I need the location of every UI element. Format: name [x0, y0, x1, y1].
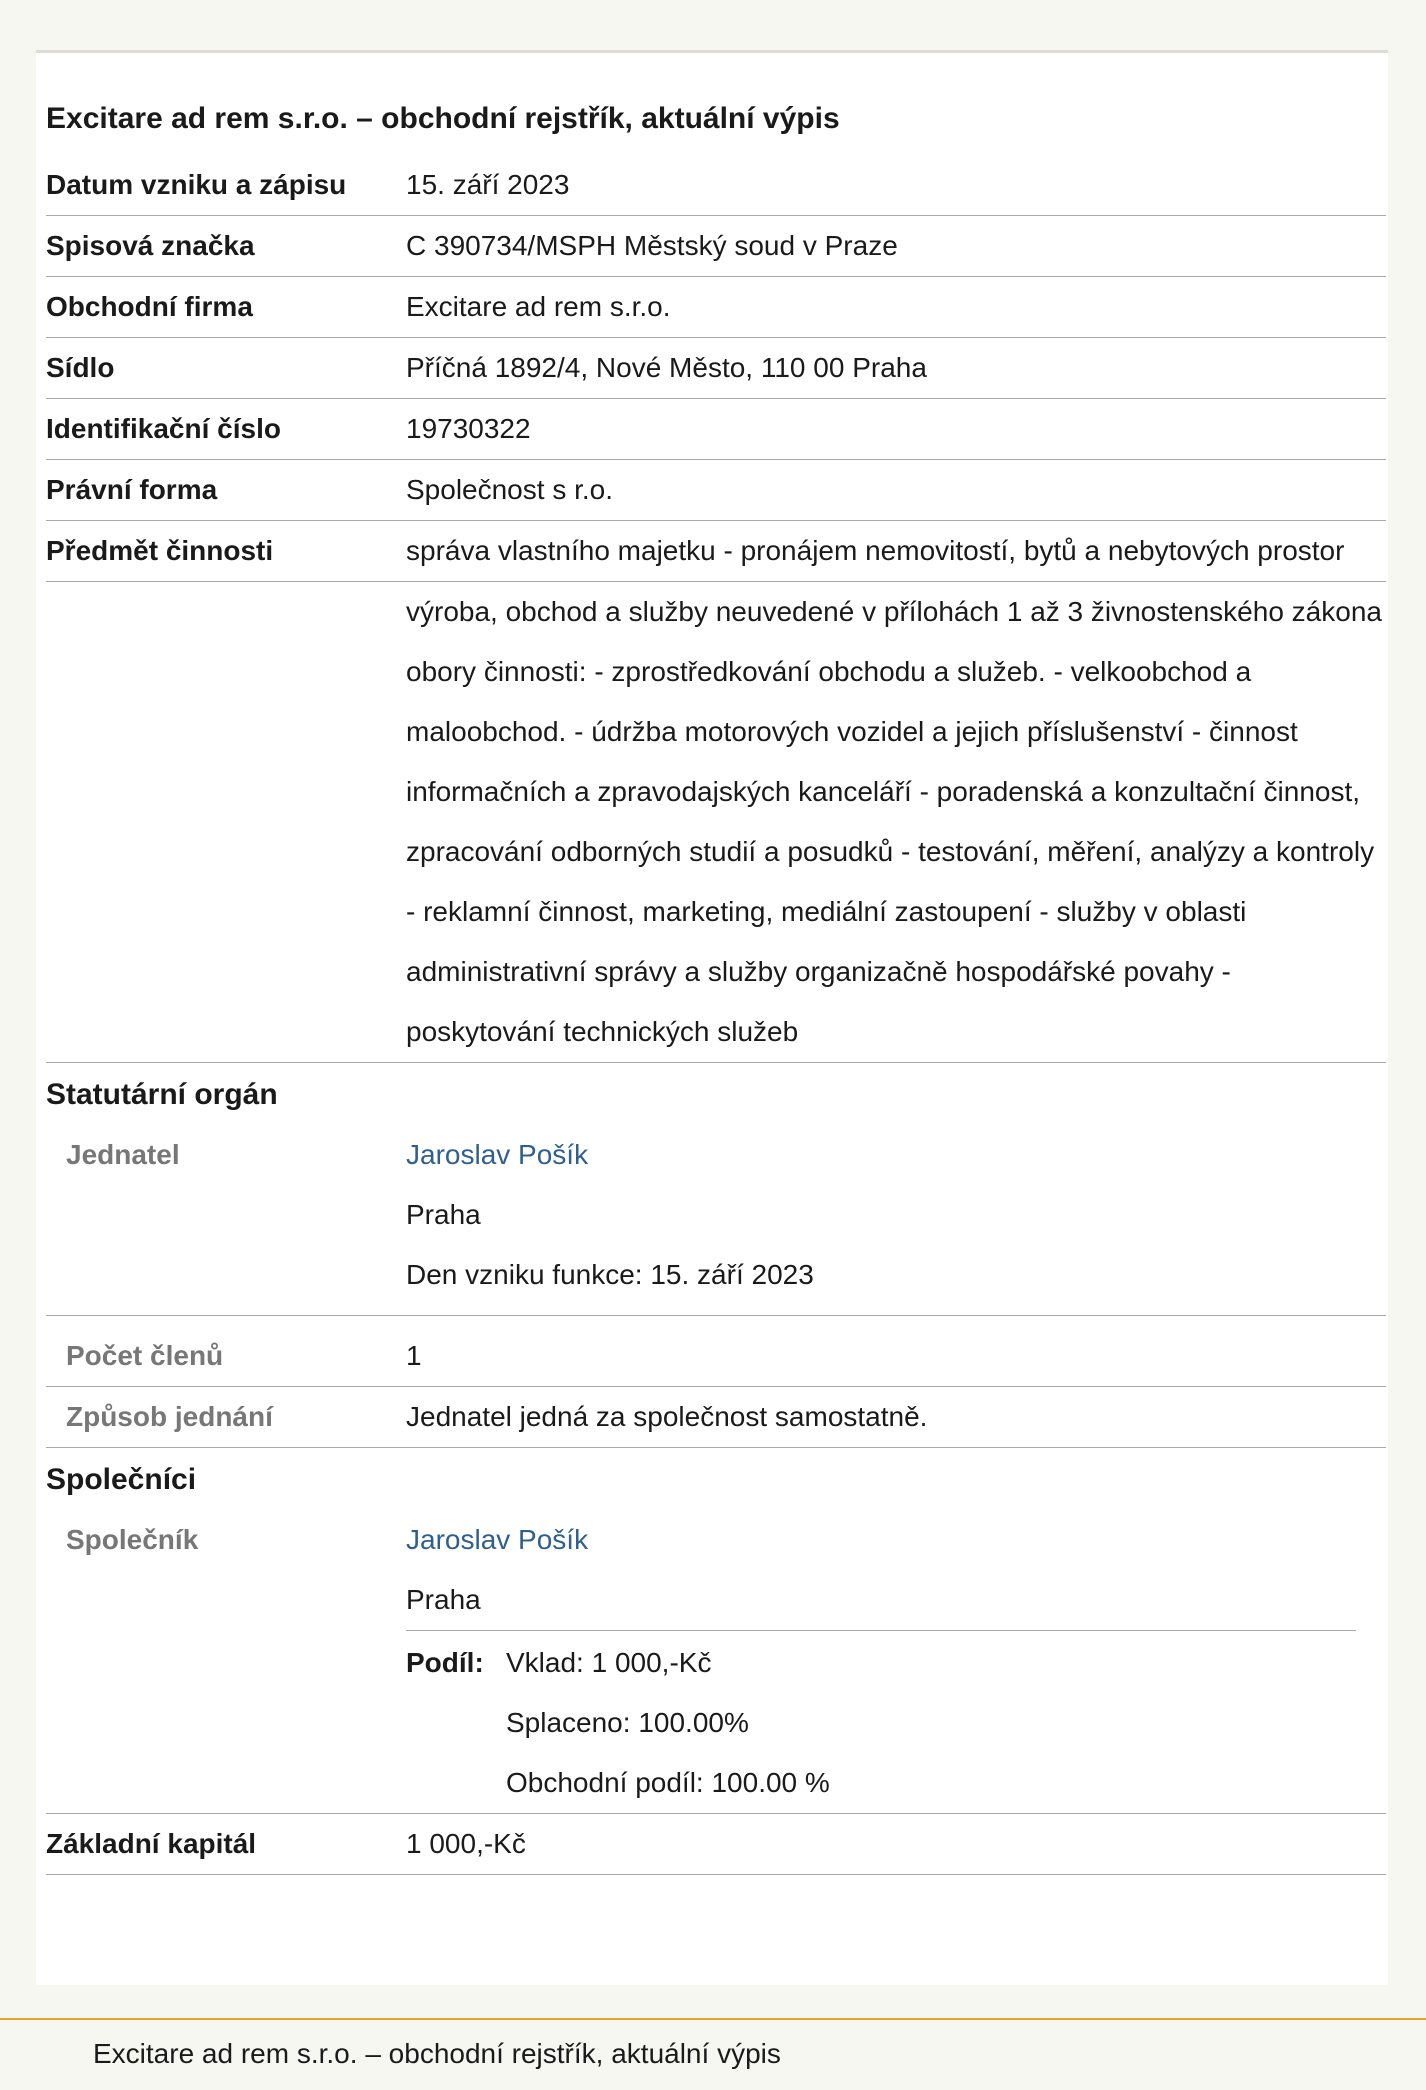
splaceno-value: Splaceno: 100.00%: [506, 1707, 749, 1738]
podil-label: Podíl:: [406, 1647, 484, 1678]
spisova-znacka-label: Spisová značka: [46, 216, 406, 277]
jednatel-label: Jednatel: [46, 1125, 406, 1316]
jednatel-since: Den vzniku funkce: 15. září 2023: [406, 1259, 814, 1290]
podil-block: [406, 1630, 1356, 1813]
spolecnik-city: Praha: [406, 1584, 481, 1615]
jednatel-value: [406, 1125, 1386, 1316]
spisova-znacka-value: C 390734/MSPH Městský soud v Praze: [406, 216, 1386, 277]
spolecnik-name-link[interactable]: Jaroslav Pošík: [406, 1524, 589, 1555]
zpusob-jednani-label: Způsob jednání: [46, 1387, 406, 1448]
footer-title: Excitare ad rem s.r.o. – obchodní rejstřík, aktuální výpis: [93, 2038, 781, 2069]
pravni-forma-label: Právní forma: [46, 460, 406, 521]
spolecnik-value: [406, 1510, 1386, 1814]
jednatel-name-link[interactable]: Jaroslav Pošík: [406, 1139, 589, 1170]
row-ico: [46, 399, 1386, 460]
section-statutarni-organ: [46, 1063, 1386, 1126]
predmet-cinnosti-value-2: výroba, obchod a služby neuvedené v přílohách 1 až 3 živnostenského zákona obory činnosti: - zprostředkování obchodu a služeb. - velkoobchod a maloobchod. - údržba motorových vozidel a jejich příslušenství - činnost informačních a zpravodajských kanceláří - poradenská a konzultační činnost, zpracování odborných studií a posudků - testování, měření, analýzy a kontroly - reklamní činnost, marketing, mediální zastoupení - služby v oblasti administrativní správy a služby organizačně hospodářské povahy - poskytování technických služeb: [406, 582, 1386, 1063]
datum-vzniku-label: Datum vzniku a zápisu: [46, 155, 406, 216]
podil-details: [506, 1633, 830, 1813]
row-datum-vzniku: [46, 155, 1386, 216]
row-spisova-znacka: [46, 216, 1386, 277]
empty-label: [46, 582, 406, 1063]
row-spolecnik: [46, 1510, 1386, 1814]
row-sidlo: [46, 338, 1386, 399]
zakladni-kapital-value: 1 000,-Kč: [406, 1814, 1386, 1875]
sidlo-label: Sídlo: [46, 338, 406, 399]
section-spolecnici: [46, 1448, 1386, 1511]
obchodni-firma-label: Obchodní firma: [46, 277, 406, 338]
spolecnici-heading: Společníci: [46, 1463, 197, 1496]
pocet-clenu-label: Počet členů: [46, 1316, 406, 1387]
row-zpusob-jednani: [46, 1387, 1386, 1448]
predmet-cinnosti-value-1: správa vlastního majetku - pronájem nemovitostí, bytů a nebytových prostor: [406, 521, 1386, 582]
statutarni-organ-heading: Statutární orgán: [46, 1078, 278, 1111]
zpusob-jednani-value: Jednatel jedná za společnost samostatně.: [406, 1387, 1386, 1448]
jednatel-city: Praha: [406, 1199, 481, 1230]
footer-divider: [0, 2018, 1426, 2020]
row-predmet-cinnosti: [46, 521, 1386, 582]
row-jednatel: [46, 1125, 1386, 1316]
pravni-forma-value: Společnost s r.o.: [406, 460, 1386, 521]
obchodni-firma-value: Excitare ad rem s.r.o.: [406, 277, 1386, 338]
datum-vzniku-value: 15. září 2023: [406, 155, 1386, 216]
predmet-cinnosti-label: Předmět činnosti: [46, 521, 406, 582]
spolecnik-label: Společník: [46, 1510, 406, 1814]
document-title: Excitare ad rem s.r.o. – obchodní rejstřík, aktuální výpis: [46, 102, 840, 135]
registry-card: [36, 50, 1388, 1985]
registry-table: [46, 155, 1386, 1875]
row-predmet-cinnosti-2: [46, 582, 1386, 1063]
ico-label: Identifikační číslo: [46, 399, 406, 460]
row-pravni-forma: [46, 460, 1386, 521]
row-pocet-clenu: [46, 1316, 1386, 1387]
zakladni-kapital-label: Základní kapitál: [46, 1814, 406, 1875]
obchodni-podil-value: Obchodní podíl: 100.00 %: [506, 1767, 830, 1798]
ico-value: 19730322: [406, 399, 1386, 460]
pocet-clenu-value: 1: [406, 1316, 1386, 1387]
row-obchodni-firma: [46, 277, 1386, 338]
sidlo-value: Příčná 1892/4, Nové Město, 110 00 Praha: [406, 338, 1386, 399]
row-zakladni-kapital: [46, 1814, 1386, 1875]
vklad-value: Vklad: 1 000,-Kč: [506, 1647, 712, 1678]
